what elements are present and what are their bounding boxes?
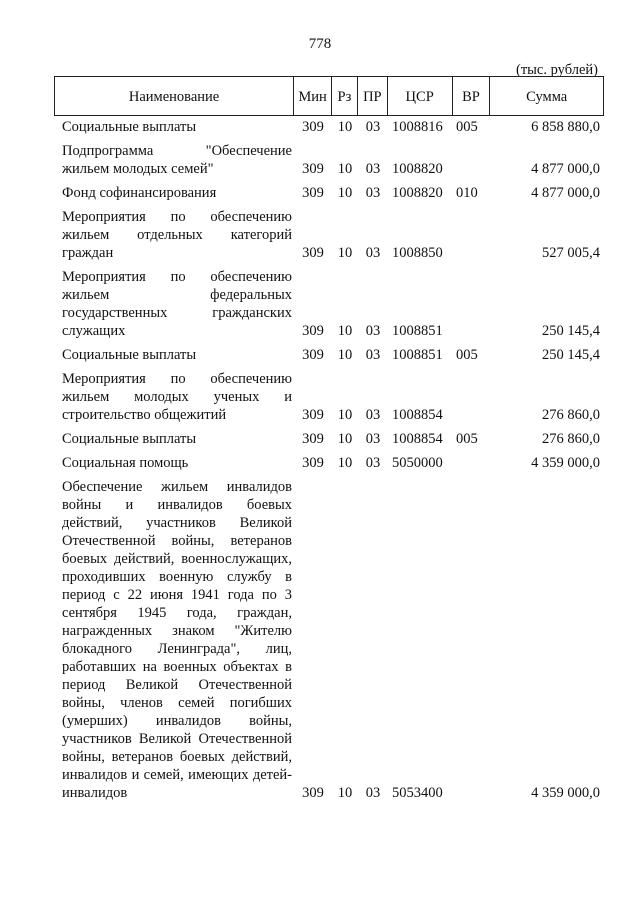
row-sum: 4 877 000,0 [531, 185, 600, 201]
row-min: 309 [302, 161, 324, 177]
row-rz: 10 [337, 119, 353, 135]
table-row [54, 454, 604, 472]
header-name: Наименование [55, 77, 294, 115]
row-pr: 03 [365, 785, 381, 801]
row-pr: 03 [365, 323, 381, 339]
row-min: 309 [302, 785, 324, 801]
units-label: (тыс. рублей) [516, 62, 598, 78]
row-name: Социальные выплаты [62, 119, 197, 135]
header-rz: Рз [332, 77, 358, 115]
row-rz: 10 [337, 185, 353, 201]
row-min: 309 [302, 455, 324, 471]
table-row [54, 118, 604, 136]
row-min: 309 [302, 185, 324, 201]
row-rz: 10 [337, 431, 353, 447]
row-sum: 250 145,4 [542, 323, 600, 339]
row-sum: 250 145,4 [542, 347, 600, 363]
row-name: Обеспечение жильем инвалидов войны и инвалидов боевых действий, участников Великой Отечественной войны, ветеранов боевых действий, военнослужащих, проходивших военную службу в период с 22 июня 1941 года по 3 сентября 1945 года, граждан, награжденных знаком "Жителю блокадного Ленинграда", лиц, работавших на военных объектах в период Великой Отечественной войны, членов семей погибших (умерших) инвалидов войны, участников Великой Отечественной войны, ветеранов боевых действий, инвалидов и семей, имеющих детей-инвалидов [62, 479, 292, 801]
header-csr: ЦСР [388, 77, 453, 115]
row-pr: 03 [365, 455, 381, 471]
header-vr: ВР [453, 77, 491, 115]
row-min: 309 [302, 407, 324, 423]
row-csr: 1008851 [392, 323, 443, 339]
row-rz: 10 [337, 407, 353, 423]
table-row [54, 430, 604, 448]
header-min: Мин [294, 77, 332, 115]
row-min: 309 [302, 323, 324, 339]
row-name: Подпрограмма "Обеспечение жильем молодых семей" [62, 143, 292, 177]
row-sum: 527 005,4 [542, 245, 600, 261]
row-csr: 1008820 [392, 161, 443, 177]
row-rz: 10 [337, 161, 353, 177]
row-name: Социальная помощь [62, 455, 189, 471]
row-csr: 1008820 [392, 185, 443, 201]
row-sum: 276 860,0 [542, 431, 600, 447]
table-row [54, 142, 604, 178]
row-csr: 1008851 [392, 347, 443, 363]
row-vr: 005 [456, 431, 478, 447]
row-sum: 4 877 000,0 [531, 161, 600, 177]
row-rz: 10 [337, 323, 353, 339]
table-row [54, 184, 604, 202]
page-number: 778 [308, 36, 332, 52]
row-rz: 10 [337, 785, 353, 801]
row-sum: 6 858 880,0 [531, 119, 600, 135]
table-row [54, 208, 604, 262]
row-min: 309 [302, 347, 324, 363]
row-min: 309 [302, 431, 324, 447]
row-min: 309 [302, 119, 324, 135]
row-vr: 005 [456, 347, 478, 363]
row-pr: 03 [365, 119, 381, 135]
table-row [54, 370, 604, 424]
row-pr: 03 [365, 407, 381, 423]
row-pr: 03 [365, 185, 381, 201]
row-sum: 4 359 000,0 [531, 785, 600, 801]
row-rz: 10 [337, 347, 353, 363]
header-pr: ПР [358, 77, 388, 115]
row-vr: 005 [456, 119, 478, 135]
row-name: Фонд софинансирования [62, 185, 217, 201]
row-pr: 03 [365, 347, 381, 363]
row-min: 309 [302, 245, 324, 261]
row-pr: 03 [365, 161, 381, 177]
row-name: Социальные выплаты [62, 347, 197, 363]
table-row [54, 268, 604, 340]
row-csr: 1008854 [392, 407, 443, 423]
row-pr: 03 [365, 245, 381, 261]
header-sum: Сумма [526, 89, 568, 105]
row-csr: 5050000 [392, 455, 443, 471]
row-sum: 276 860,0 [542, 407, 600, 423]
row-csr: 1008850 [392, 245, 443, 261]
row-name: Социальные выплаты [62, 431, 197, 447]
row-vr: 010 [456, 185, 478, 201]
row-rz: 10 [337, 245, 353, 261]
table-row [54, 478, 604, 802]
row-csr: 1008854 [392, 431, 443, 447]
table-row [54, 346, 604, 364]
row-rz: 10 [337, 455, 353, 471]
row-csr: 1008816 [392, 119, 443, 135]
row-csr: 5053400 [392, 785, 443, 801]
row-pr: 03 [365, 431, 381, 447]
table-header [54, 76, 604, 116]
row-sum: 4 359 000,0 [531, 455, 600, 471]
table-body [54, 118, 604, 808]
row-name: Мероприятия по обеспечению жильем молодых ученых и строительство общежитий [62, 371, 292, 423]
row-name: Мероприятия по обеспечению жильем федеральных государственных гражданских служащих [62, 269, 292, 339]
row-name: Мероприятия по обеспечению жильем отдельных категорий граждан [62, 209, 292, 261]
